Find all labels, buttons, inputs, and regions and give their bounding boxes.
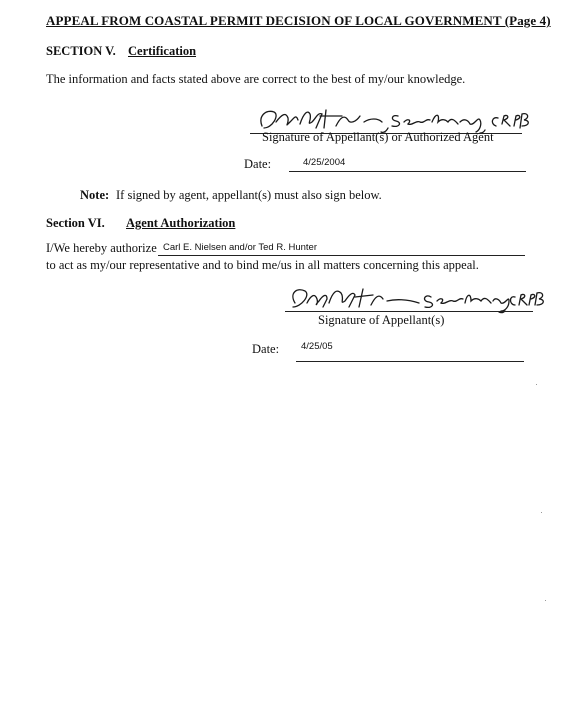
agent-names: Carl E. Nielsen and/or Ted R. Hunter bbox=[163, 242, 318, 253]
authorize-suffix: to act as my/our representative and to bind me/us in all matters concerning this appeal. bbox=[46, 258, 479, 272]
section-5-label: SECTION V. bbox=[46, 44, 116, 58]
date-line-1 bbox=[289, 171, 526, 172]
signature-line-2 bbox=[285, 311, 533, 312]
date-label-2: Date: bbox=[252, 342, 280, 356]
date-label-1: Date: bbox=[244, 157, 272, 171]
date-line-2 bbox=[296, 361, 524, 362]
scan-speck bbox=[545, 600, 546, 601]
section-6-heading: Agent Authorization bbox=[126, 216, 236, 230]
signature-caption-2: Signature of Appellant(s) bbox=[318, 313, 445, 327]
certification-statement: The information and facts stated above are correct to the best of my/our knowledge. bbox=[46, 72, 466, 86]
signature-caption-1: Signature of Appellant(s) or Authorized Agent bbox=[262, 130, 494, 144]
page-title: APPEAL FROM COASTAL PERMIT DECISION OF LOCAL GOVERNMENT (Page 4) bbox=[46, 13, 551, 28]
scan-speck bbox=[536, 384, 537, 385]
scan-speck bbox=[541, 512, 542, 513]
note-text: If signed by agent, appellant(s) must also sign below. bbox=[116, 188, 382, 202]
agent-line bbox=[158, 255, 525, 256]
date-value-2: 4/25/05 bbox=[301, 341, 333, 352]
note-label: Note: bbox=[80, 188, 110, 202]
section-6-label: Section VI. bbox=[46, 216, 105, 230]
date-value-1: 4/25/2004 bbox=[303, 157, 346, 168]
authorize-prefix: I/We hereby authorize bbox=[46, 241, 157, 255]
section-5-heading: Certification bbox=[128, 44, 197, 58]
